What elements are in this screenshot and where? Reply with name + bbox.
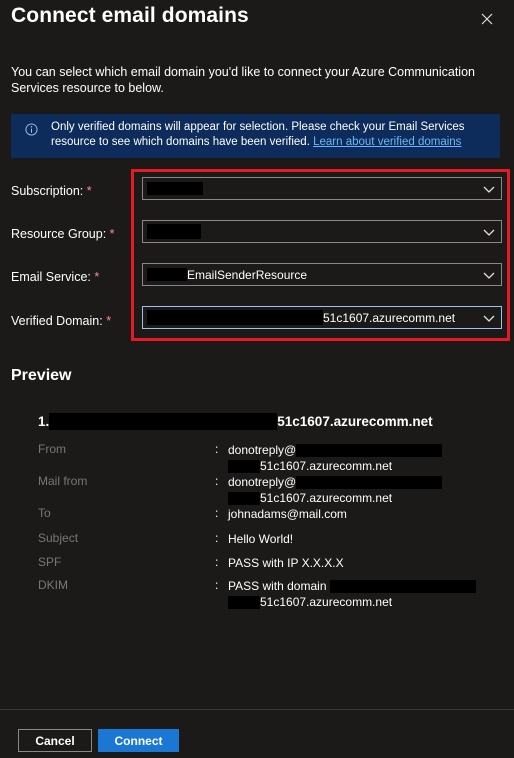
preview-row-dkim: DKIM : PASS with domain 51c1607.azurecomm.net <box>38 578 498 610</box>
email-service-dropdown[interactable] <box>142 263 502 286</box>
required-marker: * <box>94 270 100 284</box>
required-marker: * <box>106 314 112 328</box>
preview-row-mail-from: Mail from : donotreply@ 51c1607.azurecomm.net <box>38 474 498 506</box>
preview-row-spf: SPF : PASS with IP X.X.X.X <box>38 555 344 570</box>
verified-domain-value: 51c1607.azurecomm.net <box>323 310 456 325</box>
connect-button[interactable]: Connect <box>98 729 179 752</box>
info-message-text: Only verified domains will appear for selection. Please check your Email Services resource to see which domains have been verified. <box>51 121 465 148</box>
email-service-value: EmailSenderResource <box>187 267 308 282</box>
close-icon <box>481 13 493 25</box>
redacted-value <box>228 460 260 473</box>
chevron-down-icon <box>482 182 496 196</box>
verified-domain-dropdown[interactable] <box>142 306 502 329</box>
redacted-value <box>228 492 260 505</box>
redacted-value <box>330 580 476 593</box>
redacted-value <box>147 310 323 325</box>
chevron-down-icon <box>482 225 496 239</box>
subscription-dropdown[interactable] <box>142 177 502 200</box>
redacted-value <box>296 476 442 489</box>
required-marker: * <box>109 227 115 241</box>
redacted-value <box>296 444 442 457</box>
redacted-value <box>228 596 260 609</box>
footer-divider <box>0 709 514 710</box>
email-service-label: Email Service: * <box>11 270 100 284</box>
redacted-value <box>147 268 187 281</box>
preview-title: Preview <box>11 367 72 384</box>
close-button[interactable] <box>476 8 498 30</box>
required-marker: * <box>86 184 92 198</box>
info-message-bar <box>11 114 500 158</box>
preview-row-from: From : donotreply@ 51c1607.azurecomm.net <box>38 442 498 474</box>
redacted-value <box>49 413 277 430</box>
preview-domain-heading: 1. 51c1607.azurecomm.net <box>38 414 433 429</box>
info-icon <box>25 123 38 136</box>
resource-group-label: Resource Group: * <box>11 227 115 241</box>
verified-domain-label: Verified Domain: * <box>11 314 112 328</box>
preview-row-subject: Subject : Hello World! <box>38 531 294 546</box>
redacted-value <box>147 224 201 239</box>
redacted-value <box>147 182 203 195</box>
panel-title: Connect email domains <box>11 4 249 27</box>
resource-group-dropdown[interactable] <box>142 220 502 243</box>
panel-description: You can select which email domain you'd like to connect your Azure Communication Services resource to below. <box>11 65 475 95</box>
chevron-down-icon <box>482 268 496 282</box>
cancel-button[interactable]: Cancel <box>18 729 92 752</box>
chevron-down-icon <box>482 311 496 325</box>
learn-verified-domains-link[interactable]: Learn about verified domains <box>313 136 462 148</box>
subscription-label: Subscription: * <box>11 184 92 198</box>
preview-row-to: To : johnadams@mail.com <box>38 506 347 521</box>
